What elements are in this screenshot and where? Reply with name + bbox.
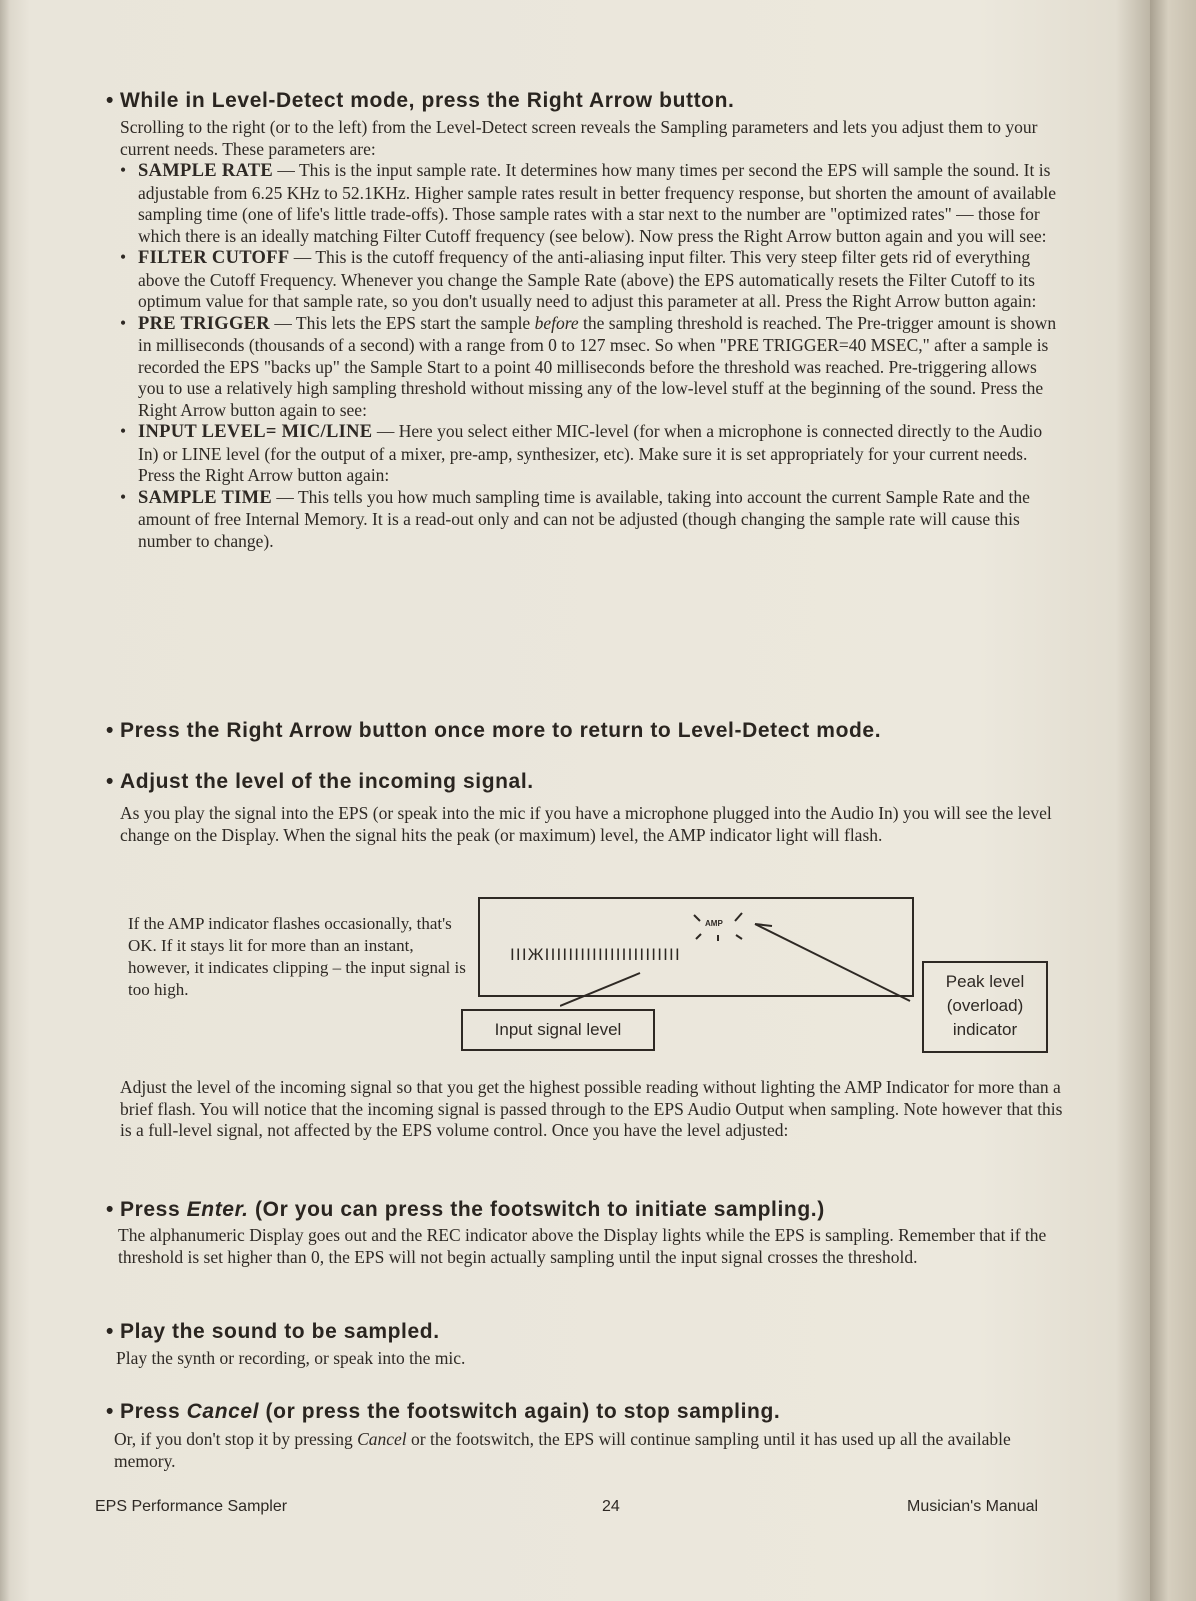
adjust-level-detail-paragraph: Adjust the level of the incoming signal so that you get the highest possible reading without lighting the AMP Indicator for more than a brief flash. You will notice that the incoming signal is passed through to the EPS Audio Output when sampling. Note however that this is a full-level signal, not affected by the EPS volume control. Once you have the level adjusted: — [120, 1077, 1063, 1140]
input-pointer-line — [560, 973, 640, 1006]
heading-play-sound: • Play the sound to be sampled. — [106, 1320, 440, 1343]
section-sampling-parameters — [120, 117, 1060, 552]
intro-paragraph: Scrolling to the right (or to the left) from the Level-Detect screen reveals the Sampling parameters and lets you adjust them to your current needs. These parameters are: — [120, 117, 1038, 159]
heading-level-detect-right-arrow: • While in Level-Detect mode, press the Right Arrow button. — [106, 89, 735, 112]
peak-level-indicator-label — [922, 961, 1048, 1053]
footer-manual: Musician's Manual — [907, 1498, 1039, 1515]
peak-label-line-3: indicator — [952, 1020, 1018, 1039]
play-sound-paragraph: Play the synth or recording, or speak into the mic. — [116, 1348, 466, 1368]
param-filter-cutoff: • FILTER CUTOFF — This is the cutoff frequency of the anti-aliasing input filter. This very steep filter gets rid of everything above the Cutoff Frequency. Whenever you change the Sample Rate (above) the EPS automatically resets the Filter Cutoff to its optimum value for that sample rate, so you don't usually need to adjust this parameter at all. Press the Right Arrow button again: — [120, 247, 1037, 311]
param-input-level: • INPUT LEVEL= MIC/LINE — Here you select either MIC-level (for when a microphone is connected directly to the Audio In) or LINE level (for the output of a mixer, pre-amp, synthesizer, etc). Make sure it is set appropriately for your current needs. Press the Right Arrow button again: — [120, 421, 1043, 485]
press-enter-paragraph: The alphanumeric Display goes out and the REC indicator above the Display lights while the EPS is sampling. Remember that if the threshold is set higher than 0, the EPS will not begin actually sampling until the input signal crosses the threshold. — [118, 1225, 1047, 1267]
amp-indicator: AMP — [705, 919, 723, 928]
heading-press-cancel: • Press Cancel (or press the footswitch again) to stop sampling. — [106, 1400, 781, 1423]
press-cancel-paragraph: Or, if you don't stop it by pressing Cancel or the footswitch, the EPS will continue sampling until it has used up all the available memory. — [114, 1429, 1011, 1471]
peak-pointer-line — [755, 924, 910, 1001]
book-edge — [1150, 0, 1196, 1601]
param-pre-trigger: • PRE TRIGGER — This lets the EPS start the sample before the sampling threshold is reached. The Pre-trigger amount is shown in milliseconds (thousands of a second) with a range from 0 to 127 msec. So when "PRE TRIGGER=40 MSEC," after a sample is recorded the EPS "backs up" the Sample Start to a point 40 milliseconds before the threshold was reached. Pre-triggering allows you to use a relatively high sampling threshold without missing any of the low-level stuff at the beginning of the sound. Press the Right Arrow button again to see: — [120, 312, 1057, 420]
adjust-level-paragraph: As you play the signal into the EPS (or speak into the mic if you have a microphone plugged into the Audio In) you will see the level change on the Display. When the signal hits the peak (or maximum) level, the AMP indicator light will flash. — [120, 803, 1052, 845]
diagram-pointer-lines — [560, 906, 920, 1016]
heading-return-level-detect: • Press the Right Arrow button once more to return to Level-Detect mode. — [106, 719, 882, 742]
page-number: 24 — [602, 1498, 620, 1515]
heading-adjust-level: • Adjust the level of the incoming signal. — [106, 770, 534, 793]
input-signal-level-label: Input signal level — [461, 1009, 655, 1051]
param-sample-time: • SAMPLE TIME — This tells you how much sampling time is available, taking into account the current Sample Rate and the amount of free Internal Memory. It is a read-out only and can not be adjusted (though changing the sample rate will cause this number to change). — [120, 486, 1030, 551]
level-meter-bars: IIIЖIIIIIIIIIIIIIIIIIIIIIII — [510, 945, 681, 964]
param-sample-rate: • SAMPLE RATE — This is the input sample rate. It determines how many times per second the EPS will sample the sound. It is adjustable from 6.25 KHz to 52.1KHz. Higher sample rates result in better frequency response, but shorten the amount of available sampling time (one of life's little trade-offs). Those sample rates with a star next to the number are "optimized rates" — those for which there is an ideally matching Filter Cutoff frequency (see below). Now press the Right Arrow button again and you will see: — [120, 160, 1056, 246]
peak-label-line-1: Peak level — [945, 972, 1025, 991]
footer-title: EPS Performance Sampler — [95, 1498, 288, 1515]
heading-press-enter: • Press Enter. (Or you can press the footswitch to initiate sampling.) — [106, 1198, 825, 1221]
diagram-caption: If the AMP indicator flashes occasionally, that's OK. If it stays lit for more than an instant, however, it indicates clipping – the input signal is too high. — [128, 914, 466, 999]
peak-label-line-2: (overload) — [946, 996, 1024, 1015]
